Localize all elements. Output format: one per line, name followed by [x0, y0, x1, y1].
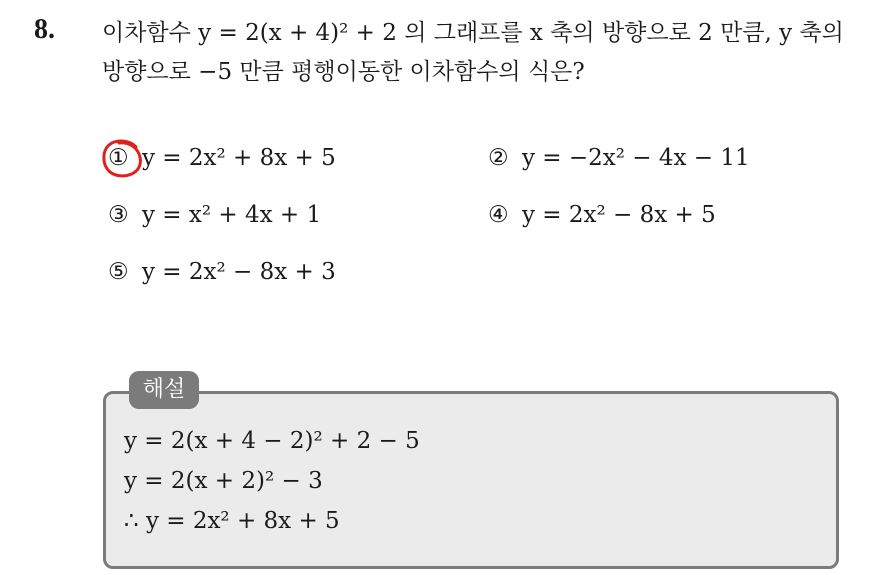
option-5-number: ⑤	[108, 259, 129, 285]
option-3-expression: y = x² + 4x + 1	[142, 202, 322, 228]
solution-line-1: y = 2(x + 4 − 2)² + 2 − 5	[124, 428, 420, 454]
option-1[interactable]	[108, 143, 336, 173]
solution-line-2: y = 2(x + 2)² − 3	[124, 468, 323, 494]
option-2-expression: y = −2x² − 4x − 11	[522, 145, 750, 171]
option-5-expression: y = 2x² − 8x + 3	[142, 259, 336, 285]
option-1-expression: y = 2x² + 8x + 5	[142, 145, 336, 171]
option-4[interactable]	[488, 200, 716, 230]
solution-line-3: ∴ y = 2x² + 8x + 5	[124, 508, 340, 534]
option-3[interactable]	[108, 200, 321, 230]
option-4-number: ④	[488, 202, 509, 228]
solution-label: 해설	[129, 371, 199, 409]
option-3-number: ③	[108, 202, 129, 228]
option-2[interactable]	[488, 143, 750, 173]
option-1-number: ①	[108, 145, 129, 171]
option-2-number: ②	[488, 145, 509, 171]
option-4-expression: y = 2x² − 8x + 5	[522, 202, 716, 228]
option-5[interactable]	[108, 257, 336, 287]
question-number: 8.	[34, 14, 55, 45]
question-text: 이차함수 y = 2(x + 4)² + 2 의 그래프를 x 축의 방향으로 2 만큼, y 축의 방향으로 −5 만큼 평행이동한 이차함수의 식은?	[102, 20, 844, 85]
